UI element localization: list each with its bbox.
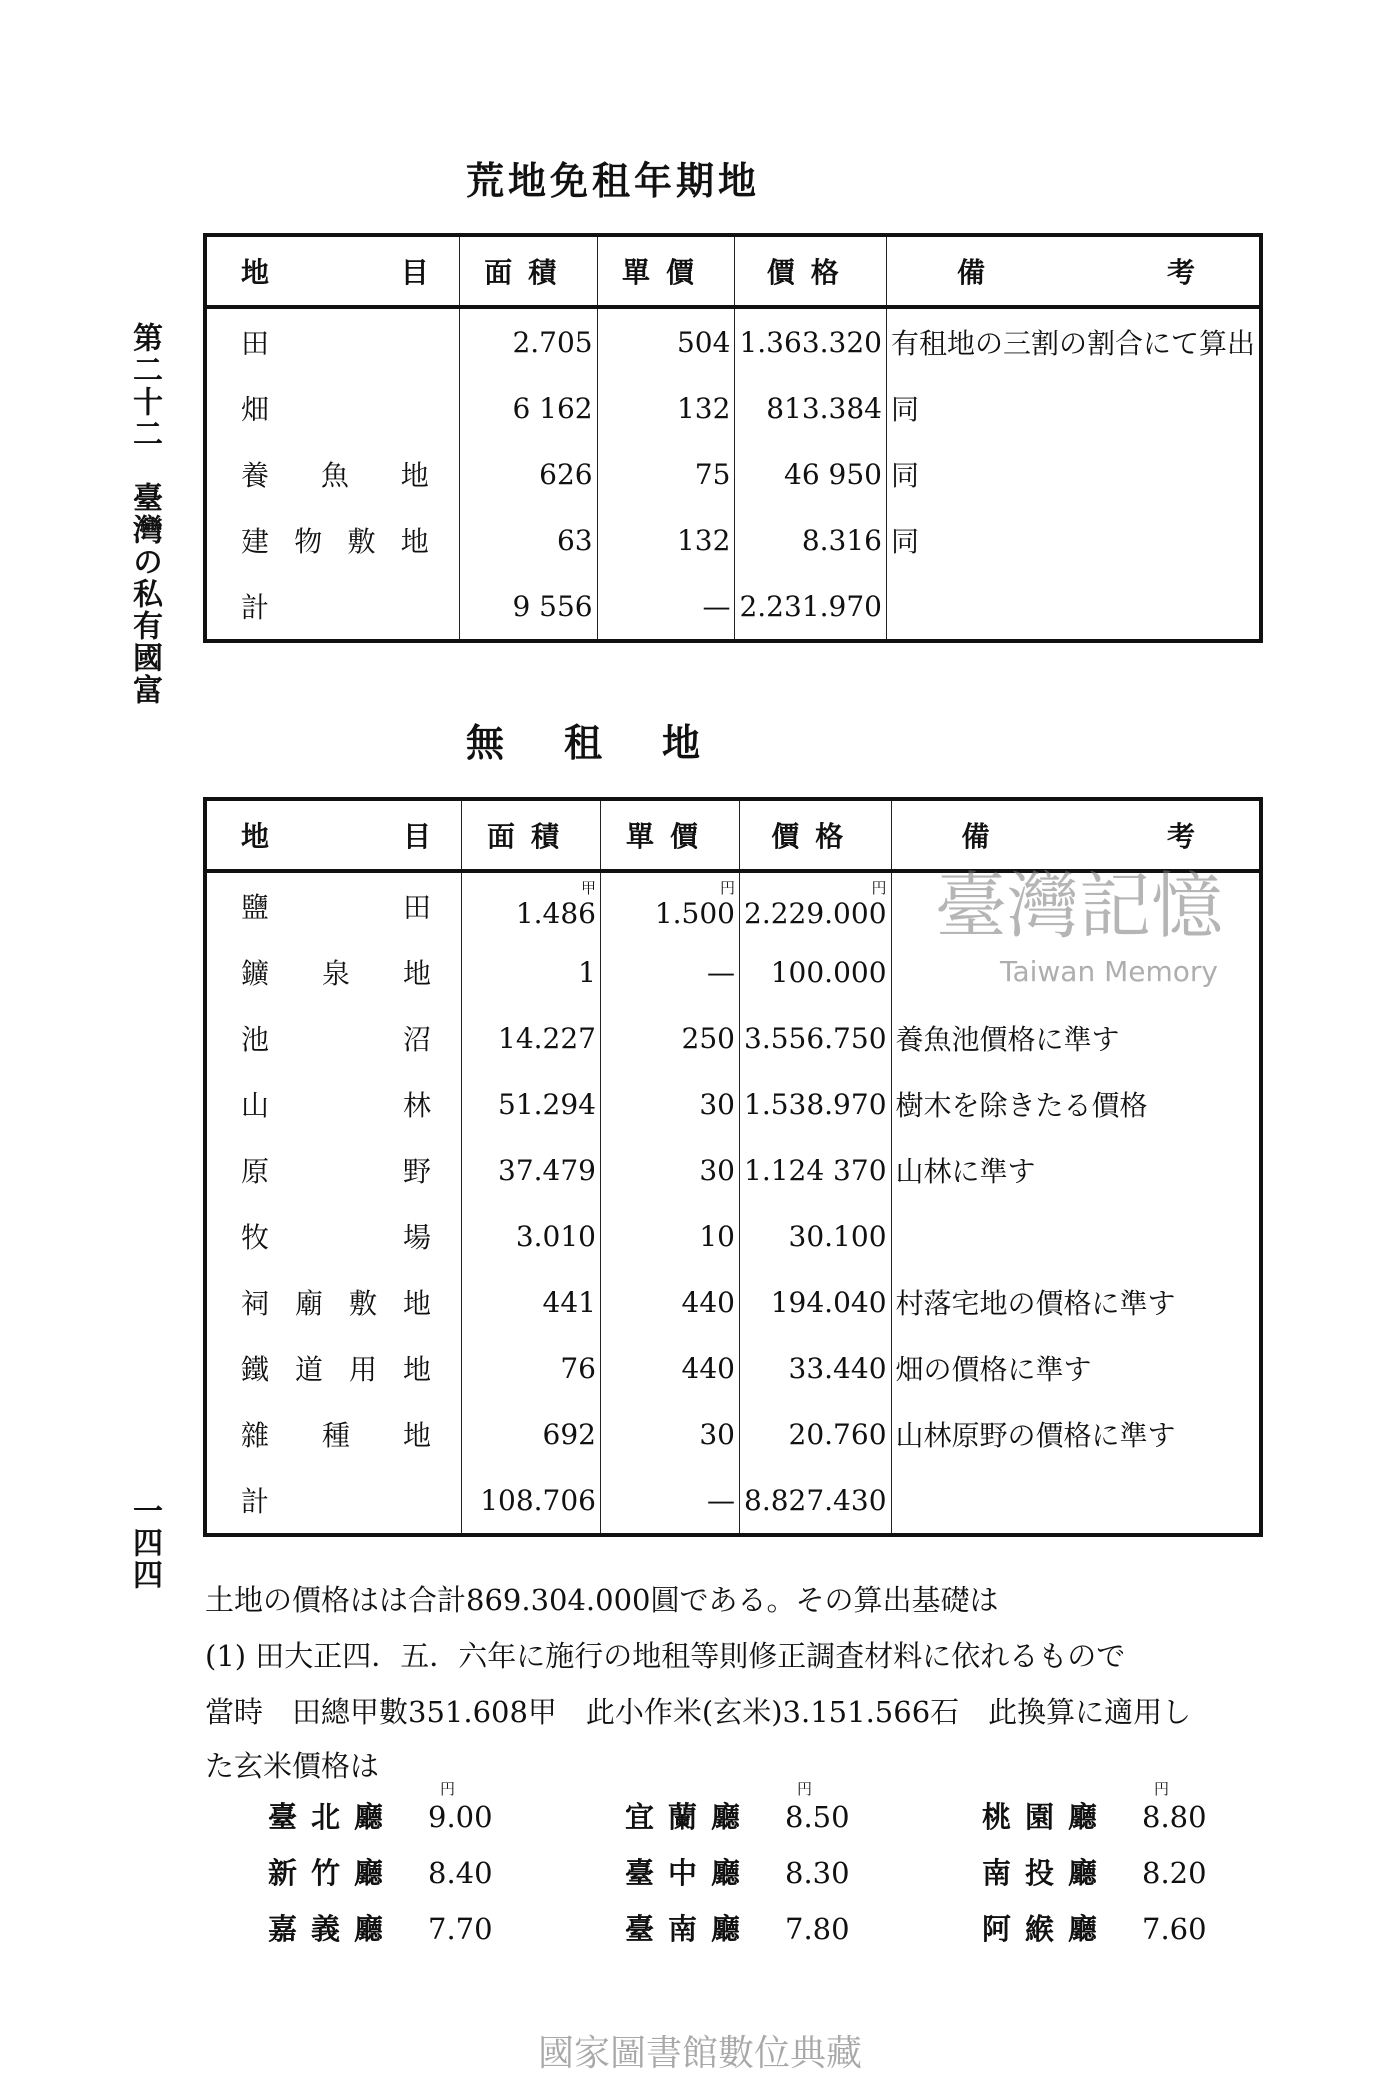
unit-label: 円 — [871, 878, 887, 897]
table-cell: 養魚地 — [241, 459, 429, 492]
table-cell: 626 — [459, 441, 597, 507]
price-value: 8.80 — [1142, 1800, 1207, 1834]
table-cell: 2.705 — [459, 307, 597, 375]
table-cell: 1.538.970 — [740, 1071, 892, 1137]
table-cell: 鹽田 — [241, 891, 431, 924]
table-cell: 440 — [601, 1335, 740, 1401]
table-cell: 9 556 — [459, 573, 597, 641]
header-row — [205, 235, 1261, 307]
unit-label: 円 — [440, 1780, 456, 1798]
column-header: 面積 — [459, 235, 597, 307]
table-cell: 養魚池價格に準す — [891, 1005, 1261, 1071]
header-row — [205, 799, 1261, 871]
table-row — [205, 573, 1261, 641]
table-cell: 441 — [462, 1269, 601, 1335]
price-value: 7.70 — [428, 1912, 493, 1946]
table-cell: 1.124 370 — [740, 1137, 892, 1203]
prefecture-name: 新竹廳 — [268, 1856, 398, 1890]
table-cell — [601, 871, 740, 939]
table-cell: 同 — [886, 375, 1261, 441]
paragraph-line: た玄米價格は — [205, 1749, 380, 1783]
table-cell: 有租地の三割の割合にて算出 — [886, 307, 1261, 375]
unit-label: 円 — [1154, 1780, 1170, 1798]
table-row — [205, 1467, 1261, 1535]
table-cell: 30 — [601, 1401, 740, 1467]
price-value: 9.00 — [428, 1800, 493, 1834]
table1-title: 荒地免租年期地 — [465, 158, 760, 203]
table-cell: 同 — [886, 441, 1261, 507]
price-item — [625, 1856, 850, 1890]
table-cell: — — [601, 1467, 740, 1535]
paragraph-line: (1) 田大正四．五．六年に施行の地租等則修正調査材料に依れるもので — [205, 1639, 1126, 1673]
table-cell: 田 — [241, 327, 270, 360]
table-cell: 畑 — [241, 393, 270, 426]
price-item — [625, 1800, 850, 1834]
price-value: 8.40 — [428, 1856, 493, 1890]
table-cell: 14.227 — [462, 1005, 601, 1071]
table-cell: 51.294 — [462, 1071, 601, 1137]
column-header-remarks — [886, 235, 1261, 307]
table-row — [205, 375, 1261, 441]
table-cell: 村落宅地の價格に準す — [891, 1269, 1261, 1335]
table-row — [205, 1137, 1261, 1203]
paragraph-line: 當時 田總甲數351.608甲 此小作米(玄米)3.151.566石 此換算に適用し — [205, 1695, 1192, 1729]
table-cell: 76 — [462, 1335, 601, 1401]
table-cell: 樹木を除きたる價格 — [891, 1071, 1261, 1137]
table-wasteland — [203, 233, 1263, 643]
table-cell: 10 — [601, 1203, 740, 1269]
table-cell: 1.363.320 — [735, 307, 887, 375]
table-row — [205, 1335, 1261, 1401]
header-text: 備 — [961, 820, 990, 853]
table-cell: 6 162 — [459, 375, 597, 441]
price-value: 7.80 — [785, 1912, 850, 1946]
prefecture-name: 嘉義廳 — [268, 1912, 398, 1946]
column-header: 地目 — [205, 235, 459, 307]
table-cell: 250 — [601, 1005, 740, 1071]
table-cell: — — [601, 939, 740, 1005]
paragraph-line: 土地の價格はは合計869.304.000圓である。その算出基礎は — [205, 1583, 999, 1617]
table-cell: 2.231.970 — [735, 573, 887, 641]
table-cell: 8.316 — [735, 507, 887, 573]
prefecture-name: 南投廳 — [982, 1856, 1112, 1890]
table-cell: 30 — [601, 1071, 740, 1137]
table-cell — [891, 1467, 1261, 1535]
table-cell: 8.827.430 — [740, 1467, 892, 1535]
page-number: 一四四 — [127, 1495, 162, 1591]
table-cell: 813.384 — [735, 375, 887, 441]
running-head: 第二十二 臺灣の私有國富 — [127, 322, 162, 706]
table-cell: 1 — [462, 939, 601, 1005]
table-cell: — — [597, 573, 735, 641]
table-cell: 108.706 — [462, 1467, 601, 1535]
table-cell: 63 — [459, 507, 597, 573]
table-cell: 畑の價格に準す — [891, 1335, 1261, 1401]
price-value: 8.20 — [1142, 1856, 1207, 1890]
table-cell: 池沼 — [241, 1023, 431, 1056]
price-item — [982, 1856, 1207, 1890]
table-cell — [462, 871, 601, 939]
header-text: 考 — [1166, 820, 1195, 853]
table-cell: 100.000 — [740, 939, 892, 1005]
table-cell: 同 — [886, 507, 1261, 573]
price-item — [268, 1800, 493, 1834]
column-header: 價格 — [740, 799, 892, 871]
column-header: 單價 — [597, 235, 735, 307]
table-cell: 山林に準す — [891, 1137, 1261, 1203]
header-text: 備 — [956, 256, 985, 289]
column-header-remarks — [891, 799, 1261, 871]
table-row — [205, 1401, 1261, 1467]
prefecture-name: 宜蘭廳 — [625, 1800, 755, 1834]
prefecture-name: 臺北廳 — [268, 1800, 398, 1834]
price-value: 8.30 — [785, 1856, 850, 1890]
table-cell: 計 — [241, 1485, 270, 1518]
table-cell: 鐵道用地 — [241, 1353, 431, 1386]
column-header: 價格 — [735, 235, 887, 307]
prefecture-name: 臺中廳 — [625, 1856, 755, 1890]
table-cell: 33.440 — [740, 1335, 892, 1401]
table-cell: 牧場 — [241, 1221, 431, 1254]
cell-value: 1.486 — [515, 896, 596, 930]
table-row — [205, 1005, 1261, 1071]
table-row — [205, 1203, 1261, 1269]
column-header: 面積 — [462, 799, 601, 871]
column-header: 單價 — [601, 799, 740, 871]
table-cell — [891, 1203, 1261, 1269]
price-item — [625, 1912, 850, 1946]
column-header: 地目 — [205, 799, 462, 871]
prefecture-name: 桃園廳 — [982, 1800, 1112, 1834]
table-row — [205, 307, 1261, 375]
table-cell: 75 — [597, 441, 735, 507]
table-cell: 20.760 — [740, 1401, 892, 1467]
table-row — [205, 441, 1261, 507]
table-cell — [886, 573, 1261, 641]
table-cell: 原野 — [241, 1155, 431, 1188]
prefecture-name: 臺南廳 — [625, 1912, 755, 1946]
table2-title: 無租地 — [465, 720, 760, 765]
table-cell: 祠廟敷地 — [241, 1287, 431, 1320]
table-cell — [740, 871, 892, 939]
table-cell: 山林原野の價格に準す — [891, 1401, 1261, 1467]
watermark-text: Taiwan Memory — [1000, 955, 1218, 988]
table-cell: 692 — [462, 1401, 601, 1467]
table-cell: 30.100 — [740, 1203, 892, 1269]
watermark-logo: 臺灣記憶 — [935, 864, 1224, 948]
unit-label: 円 — [719, 878, 735, 897]
header-text: 考 — [1166, 256, 1195, 289]
table-cell: 132 — [597, 375, 735, 441]
table-cell: 132 — [597, 507, 735, 573]
table-row — [205, 1071, 1261, 1137]
table-cell: 37.479 — [462, 1137, 601, 1203]
table-cell: 30 — [601, 1137, 740, 1203]
price-item — [982, 1800, 1207, 1834]
price-item — [268, 1912, 493, 1946]
price-item — [982, 1912, 1207, 1946]
table-cell: 計 — [241, 591, 270, 624]
cell-value: 2.229.000 — [744, 896, 887, 930]
unit-label: 甲 — [580, 878, 596, 897]
cell-value: 1.500 — [654, 896, 735, 930]
table-cell: 46 950 — [735, 441, 887, 507]
table-cell: 3.010 — [462, 1203, 601, 1269]
price-item — [268, 1856, 493, 1890]
footer-credit: 國家圖書館數位典藏 — [537, 2033, 862, 2074]
price-value: 7.60 — [1142, 1912, 1207, 1946]
prefecture-name: 阿緱廳 — [982, 1912, 1112, 1946]
table-cell: 194.040 — [740, 1269, 892, 1335]
table-cell: 440 — [601, 1269, 740, 1335]
table-row — [205, 1269, 1261, 1335]
price-value: 8.50 — [785, 1800, 850, 1834]
unit-label: 円 — [797, 1780, 813, 1798]
table-cell: 建物敷地 — [241, 525, 429, 558]
table-cell: 鑛泉地 — [241, 957, 431, 990]
table-cell: 山林 — [241, 1089, 431, 1122]
table-cell: 504 — [597, 307, 735, 375]
table-cell: 3.556.750 — [740, 1005, 892, 1071]
table-cell: 雜種地 — [241, 1419, 431, 1452]
table-row — [205, 507, 1261, 573]
